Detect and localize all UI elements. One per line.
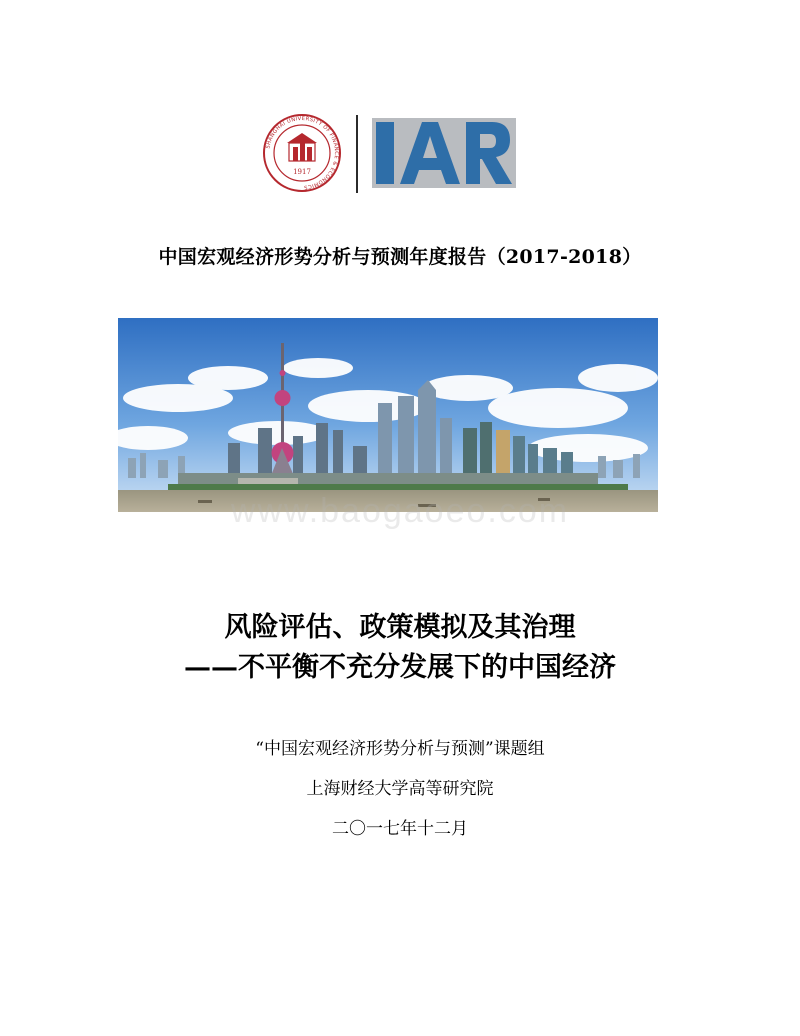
logo-divider <box>356 115 358 193</box>
institute-name: 上海财经大学高等研究院 <box>306 779 494 799</box>
university-seal-logo <box>262 113 342 193</box>
shanghai-skyline-image <box>118 318 658 512</box>
main-title <box>0 608 800 688</box>
iar-logo-text: IAR <box>444 178 446 179</box>
publication-date: 二〇一七年十二月 <box>332 819 468 839</box>
main-title-line-1: 风险评估、政策模拟及其治理 <box>224 612 576 643</box>
iar-logo <box>372 118 516 188</box>
seal-ring-text: SHANGHAI UNIVERSITY OF FINANCE & ECONOMICS <box>265 115 340 190</box>
seal-year: 1917 <box>293 168 311 176</box>
watermark-text: www.baogaoeo.com <box>230 492 570 530</box>
report-title: 中国宏观经济形势分析与预测年度报告（2017-2018） <box>158 246 642 268</box>
research-group-name: “中国宏观经济形势分析与预测”课题组 <box>255 739 545 759</box>
main-title-subtitle: ——不平衡不充分发展下的中国经济 <box>184 652 616 683</box>
